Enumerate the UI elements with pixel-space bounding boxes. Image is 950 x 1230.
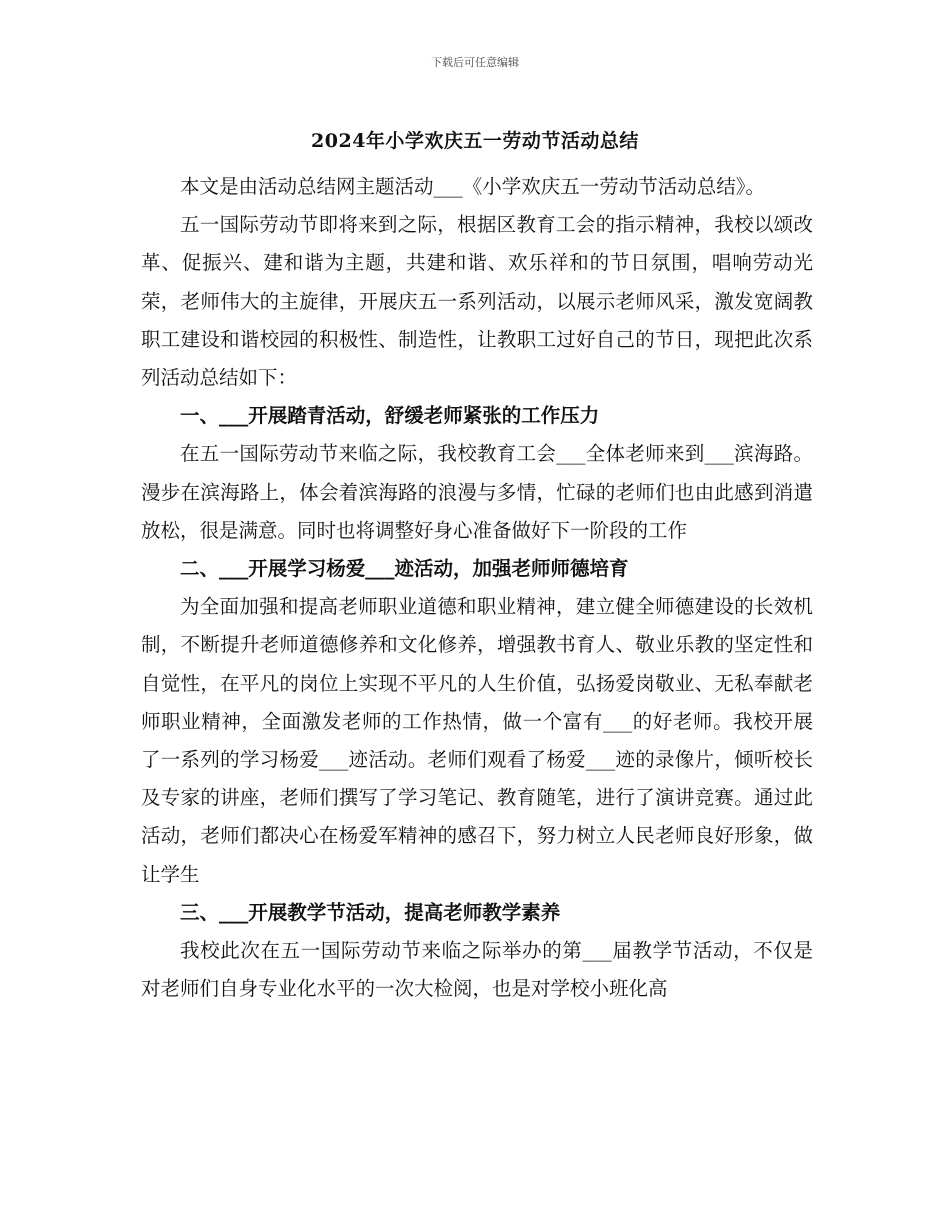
section-heading-1: 一、___开展踏青活动，舒缓老师紧张的工作压力 bbox=[180, 404, 600, 428]
paragraph-section-2: 为全面加强和提高老师职业道德和职业精神，建立健全师德建设的长效机制，不断提升老师道德修养和文化修养，增强教书育人、敬业乐教的坚定性和自觉性，在平凡的岗位上实现不平凡的人生价值，弘扬爱岗敬业、无私奉献老师职业精神，全面激发老师的工作热情，做一个富有___的好老师。我校开展了一系列的学习杨爱___迹活动。老师们观看了杨爱___迹的录像片，倾听校长及专家的讲座，老师们撰写了学习笔记、教育随笔，进行了演讲竞赛。通过此活动，老师们都决心在杨爱军精神的感召下，努力树立人民老师良好形象，做让学生 bbox=[141, 595, 813, 886]
document-body bbox=[141, 168, 813, 1008]
paragraph-intro: 本文是由活动总结网主题活动___《小学欢庆五一劳动节活动总结》。 bbox=[180, 175, 766, 198]
header-note: 下载后可任意编辑 bbox=[431, 56, 519, 69]
section-heading-3: 三、___开展教学节活动，提高老师教学素养 bbox=[180, 900, 561, 924]
document-title: 2024年小学欢庆五一劳动节活动总结 bbox=[311, 130, 639, 152]
section-heading-2: 二、___开展学习杨爱___迹活动，加强老师师德培育 bbox=[180, 557, 629, 581]
paragraph-section-3: 我校此次在五一国际劳动节来临之际举办的第___届教学节活动，不仅是对老师们自身专业化水平的一次大检阅，也是对学校小班化高 bbox=[141, 939, 813, 1001]
paragraph-section-1: 在五一国际劳动节来临之际，我校教育工会___全体老师来到___滨海路。漫步在滨海路上，体会着滨海路的浪漫与多情，忙碌的老师们也由此感到消遣放松，很是满意。同时也将调整好身心准备做好下一阶段的工作 bbox=[141, 442, 813, 542]
paragraph-background: 五一国际劳动节即将来到之际，根据区教育工会的指示精神，我校以颂改革、促振兴、建和谐为主题，共建和谐、欢乐祥和的节日氛围，唱响劳动光荣，老师伟大的主旋律，开展庆五一系列活动，以展示老师风采，激发宽阔教职工建设和谐校园的积极性、制造性，让教职工过好自己的节日，现把此次系列活动总结如下： bbox=[141, 213, 813, 390]
